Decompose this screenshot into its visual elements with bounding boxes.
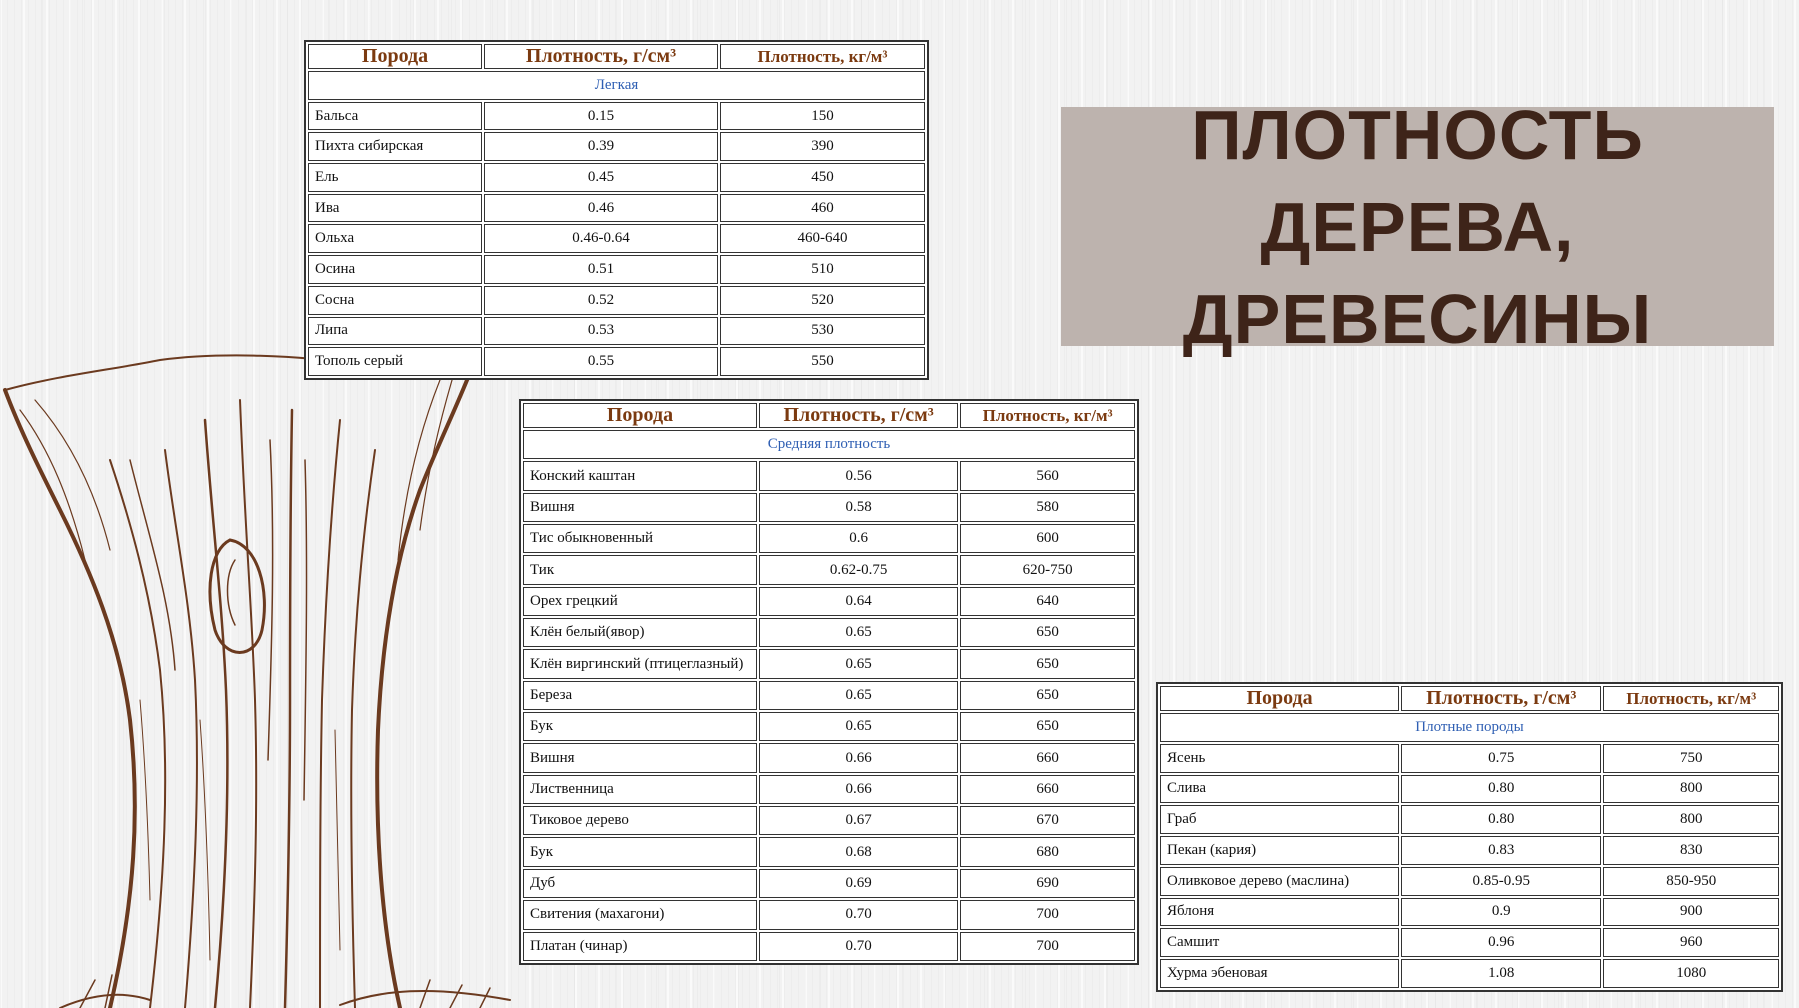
column-header-density-gcm: Плотность, г/см³ — [484, 44, 718, 69]
species-name: Липа — [308, 317, 482, 346]
column-header-density-kgm: Плотность, кг/м³ — [1603, 686, 1779, 711]
density-kgm: 700 — [960, 900, 1135, 929]
dense-woods-table — [1156, 682, 1783, 992]
density-kgm: 580 — [960, 493, 1135, 522]
table-row — [523, 587, 1135, 616]
density-gcm: 1.08 — [1401, 959, 1601, 988]
density-kgm: 560 — [960, 461, 1135, 490]
species-name: Конский каштан — [523, 461, 757, 490]
density-gcm: 0.45 — [484, 163, 718, 192]
density-gcm: 0.65 — [759, 681, 958, 710]
density-gcm: 0.46 — [484, 194, 718, 223]
species-name: Орех грецкий — [523, 587, 757, 616]
density-gcm: 0.6 — [759, 524, 958, 553]
density-gcm: 0.85-0.95 — [1401, 867, 1601, 896]
density-kgm: 550 — [720, 347, 925, 376]
page-title — [1061, 89, 1774, 365]
column-header-density-gcm: Плотность, г/см³ — [1401, 686, 1601, 711]
species-name: Тис обыкновенный — [523, 524, 757, 553]
density-kgm: 650 — [960, 681, 1135, 710]
species-name: Клён белый(явор) — [523, 618, 757, 647]
table-row — [308, 347, 925, 376]
table-row — [523, 869, 1135, 898]
column-header-density-kgm: Плотность, кг/м³ — [960, 403, 1135, 428]
density-kgm: 660 — [960, 775, 1135, 804]
column-header-species: Порода — [523, 403, 757, 428]
density-kgm: 460-640 — [720, 224, 925, 253]
density-kgm: 450 — [720, 163, 925, 192]
density-gcm: 0.62-0.75 — [759, 555, 958, 584]
density-gcm: 0.96 — [1401, 928, 1601, 957]
species-name: Осина — [308, 255, 482, 284]
category-row — [1160, 713, 1779, 742]
table-row — [523, 681, 1135, 710]
density-gcm: 0.65 — [759, 649, 958, 678]
density-gcm: 0.51 — [484, 255, 718, 284]
table-row — [308, 286, 925, 315]
table-row — [523, 775, 1135, 804]
species-name: Тополь серый — [308, 347, 482, 376]
species-name: Тик — [523, 555, 757, 584]
species-name: Дуб — [523, 869, 757, 898]
category-label: Легкая — [308, 71, 925, 100]
table-row — [1160, 836, 1779, 865]
table-row — [308, 132, 925, 161]
density-kgm: 700 — [960, 932, 1135, 962]
species-name: Ясень — [1160, 744, 1399, 773]
table-row — [1160, 744, 1779, 773]
density-kgm: 640 — [960, 587, 1135, 616]
density-kgm: 690 — [960, 869, 1135, 898]
density-gcm: 0.9 — [1401, 898, 1601, 927]
density-gcm: 0.66 — [759, 775, 958, 804]
title-banner — [1061, 95, 1774, 358]
density-gcm: 0.53 — [484, 317, 718, 346]
category-row — [308, 71, 925, 100]
density-gcm: 0.70 — [759, 900, 958, 929]
species-name: Яблоня — [1160, 898, 1399, 927]
column-header-density-gcm: Плотность, г/см³ — [759, 403, 958, 428]
species-name: Бук — [523, 837, 757, 866]
species-name: Клён виргинский (птицеглазный) — [523, 649, 757, 678]
species-name: Самшит — [1160, 928, 1399, 957]
category-row — [523, 430, 1135, 459]
density-kgm: 650 — [960, 649, 1135, 678]
density-kgm: 510 — [720, 255, 925, 284]
density-gcm: 0.46-0.64 — [484, 224, 718, 253]
density-gcm: 0.64 — [759, 587, 958, 616]
density-kgm: 750 — [1603, 744, 1779, 773]
density-kgm: 390 — [720, 132, 925, 161]
density-kgm: 150 — [720, 102, 925, 131]
species-name: Ива — [308, 194, 482, 223]
table-row — [1160, 959, 1779, 988]
table-row — [1160, 867, 1779, 896]
table-row — [523, 524, 1135, 553]
density-kgm: 800 — [1603, 775, 1779, 804]
table-row — [308, 102, 925, 131]
table-header-row — [308, 44, 925, 69]
density-kgm: 530 — [720, 317, 925, 346]
species-name: Вишня — [523, 493, 757, 522]
table-row — [523, 618, 1135, 647]
table-row — [1160, 805, 1779, 834]
density-kgm: 800 — [1603, 805, 1779, 834]
density-gcm: 0.52 — [484, 286, 718, 315]
column-header-species: Порода — [1160, 686, 1399, 711]
species-name: Лиственница — [523, 775, 757, 804]
density-gcm: 0.66 — [759, 743, 958, 772]
table-header-row — [523, 403, 1135, 428]
column-header-species: Порода — [308, 44, 482, 69]
density-gcm: 0.70 — [759, 932, 958, 962]
density-gcm: 0.56 — [759, 461, 958, 490]
species-name: Бальса — [308, 102, 482, 131]
density-gcm: 0.75 — [1401, 744, 1601, 773]
table-row — [523, 837, 1135, 866]
density-kgm: 960 — [1603, 928, 1779, 957]
density-gcm: 0.55 — [484, 347, 718, 376]
table-row — [1160, 898, 1779, 927]
table-row — [308, 163, 925, 192]
density-kgm: 830 — [1603, 836, 1779, 865]
species-name: Бук — [523, 712, 757, 741]
category-label: Средняя плотность — [523, 430, 1135, 459]
title-line-2: ДРЕВЕСИНЫ — [1182, 279, 1653, 358]
table-row — [308, 224, 925, 253]
species-name: Свитения (махагони) — [523, 900, 757, 929]
density-gcm: 0.65 — [759, 712, 958, 741]
species-name: Хурма эбеновая — [1160, 959, 1399, 988]
table-row — [523, 806, 1135, 835]
density-kgm: 620-750 — [960, 555, 1135, 584]
density-gcm: 0.80 — [1401, 775, 1601, 804]
light-woods-table — [304, 40, 929, 380]
density-kgm: 850-950 — [1603, 867, 1779, 896]
density-gcm: 0.69 — [759, 869, 958, 898]
density-kgm: 460 — [720, 194, 925, 223]
density-kgm: 520 — [720, 286, 925, 315]
table-row — [523, 712, 1135, 741]
species-name: Граб — [1160, 805, 1399, 834]
species-name: Береза — [523, 681, 757, 710]
density-kgm: 600 — [960, 524, 1135, 553]
density-kgm: 650 — [960, 618, 1135, 647]
table-header-row — [1160, 686, 1779, 711]
species-name: Пихта сибирская — [308, 132, 482, 161]
density-kgm: 650 — [960, 712, 1135, 741]
species-name: Слива — [1160, 775, 1399, 804]
table-row — [308, 194, 925, 223]
table-row — [523, 461, 1135, 490]
density-gcm: 0.83 — [1401, 836, 1601, 865]
species-name: Ольха — [308, 224, 482, 253]
species-name: Вишня — [523, 743, 757, 772]
title-line-1: ПЛОТНОСТЬ ДЕРЕВА, — [1191, 95, 1644, 266]
table-row — [308, 317, 925, 346]
density-kgm: 680 — [960, 837, 1135, 866]
density-kgm: 660 — [960, 743, 1135, 772]
density-kgm: 1080 — [1603, 959, 1779, 988]
tree-trunk-illustration — [0, 340, 520, 1008]
table-row — [523, 900, 1135, 929]
table-row — [523, 743, 1135, 772]
species-name: Сосна — [308, 286, 482, 315]
table-row — [523, 493, 1135, 522]
species-name: Пекан (кария) — [1160, 836, 1399, 865]
density-gcm: 0.58 — [759, 493, 958, 522]
species-name: Платан (чинар) — [523, 932, 757, 962]
density-kgm: 670 — [960, 806, 1135, 835]
density-gcm: 0.80 — [1401, 805, 1601, 834]
species-name: Оливковое дерево (маслина) — [1160, 867, 1399, 896]
species-name: Ель — [308, 163, 482, 192]
table-row — [1160, 928, 1779, 957]
density-gcm: 0.39 — [484, 132, 718, 161]
table-row — [523, 555, 1135, 584]
species-name: Тиковое дерево — [523, 806, 757, 835]
table-row — [308, 255, 925, 284]
table-row — [523, 649, 1135, 678]
density-gcm: 0.68 — [759, 837, 958, 866]
table-row — [1160, 775, 1779, 804]
density-gcm: 0.65 — [759, 618, 958, 647]
column-header-density-kgm: Плотность, кг/м³ — [720, 44, 925, 69]
category-label: Плотные породы — [1160, 713, 1779, 742]
density-gcm: 0.15 — [484, 102, 718, 131]
density-kgm: 900 — [1603, 898, 1779, 927]
density-gcm: 0.67 — [759, 806, 958, 835]
table-row — [523, 932, 1135, 962]
medium-density-woods-table — [519, 399, 1139, 965]
